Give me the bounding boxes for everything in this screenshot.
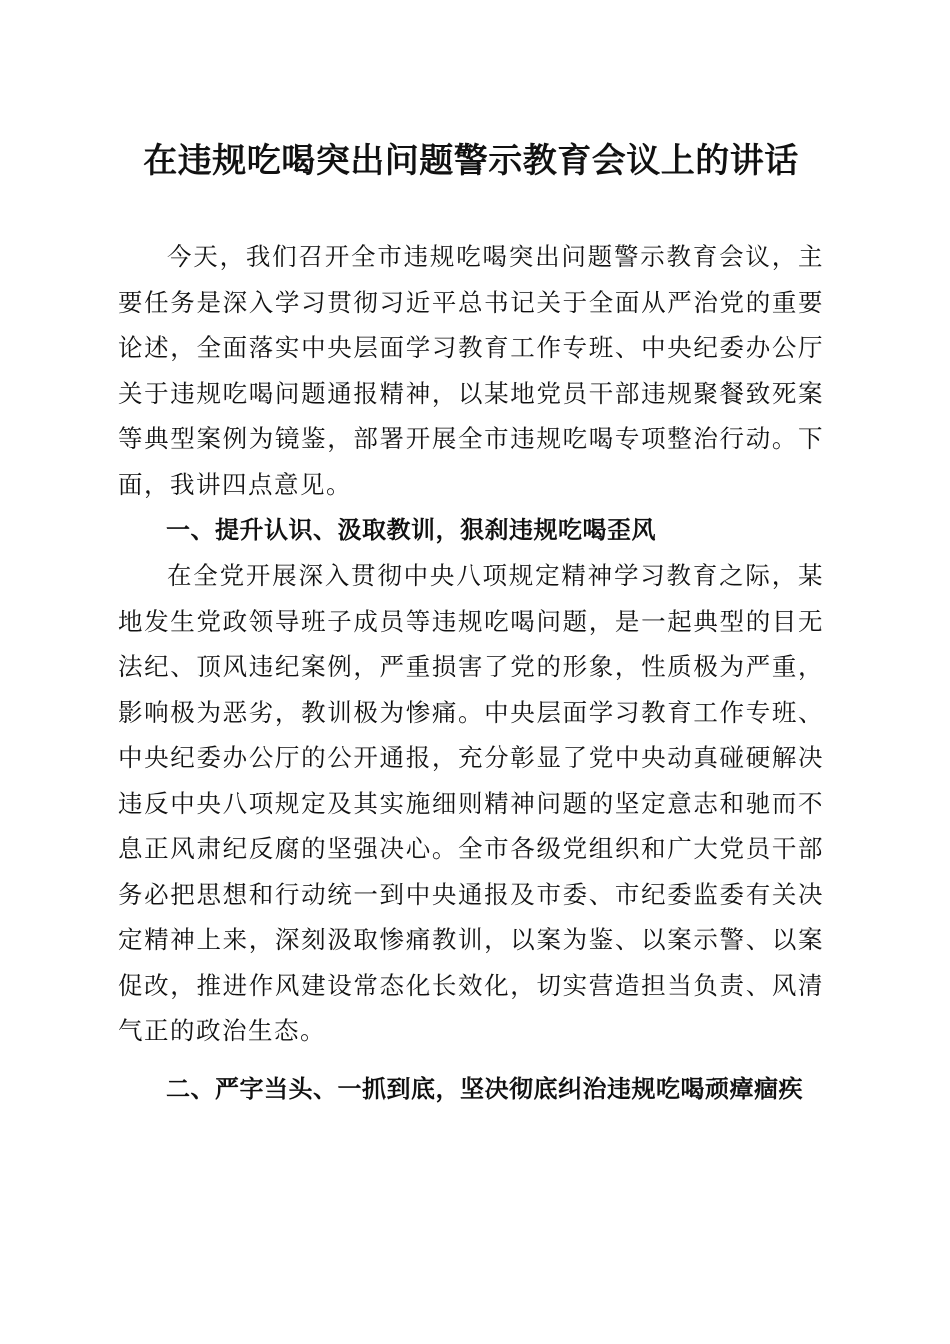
document-title: 在违规吃喝突出问题警示教育会议上的讲话 bbox=[143, 141, 799, 181]
section-heading-2: 二、严字当头、一抓到底，坚决彻底纠治违规吃喝顽瘴痼疾 bbox=[166, 1074, 803, 1103]
intro-paragraph: 今天，我们召开全市违规吃喝突出问题警示教育会议，主要任务是深入学习贯彻习近平总书记关于全面从严治党的重要论述，全面落实中央层面学习教育工作专班、中央纪委办公厅关于违规吃喝问题通报精神，以某地党员干部违规聚餐致死案等典型案例为镜鉴，部署开展全市违规吃喝专项整治行动。下面，我讲四点意见。 bbox=[118, 242, 824, 499]
document-page bbox=[118, 128, 824, 1116]
document-body bbox=[118, 234, 824, 1116]
section-heading-1: 一、提升认识、汲取教训，狠刹违规吃喝歪风 bbox=[166, 516, 656, 544]
section-1-paragraph: 在全党开展深入贯彻中央八项规定精神学习教育之际，某地发生党政领导班子成员等违规吃喝问题，是一起典型的目无法纪、顶风违纪案例，严重损害了党的形象，性质极为严重，影响极为恶劣，教训极为惨痛。中央层面学习教育工作专班、中央纪委办公厅的公开通报，充分彰显了党中央动真碰硬解决违反中央八项规定及其实施细则精神问题的坚定意志和驰而不息正风肃纪反腐的坚强决心。全市各级党组织和广大党员干部务必把思想和行动统一到中央通报及市委、市纪委监委有关决定精神上来，深刻汲取惨痛教训，以案为鉴、以案示警、以案促改，推进作风建设常态化长效化，切实营造担当负责、风清气正的政治生态。 bbox=[118, 561, 824, 1045]
